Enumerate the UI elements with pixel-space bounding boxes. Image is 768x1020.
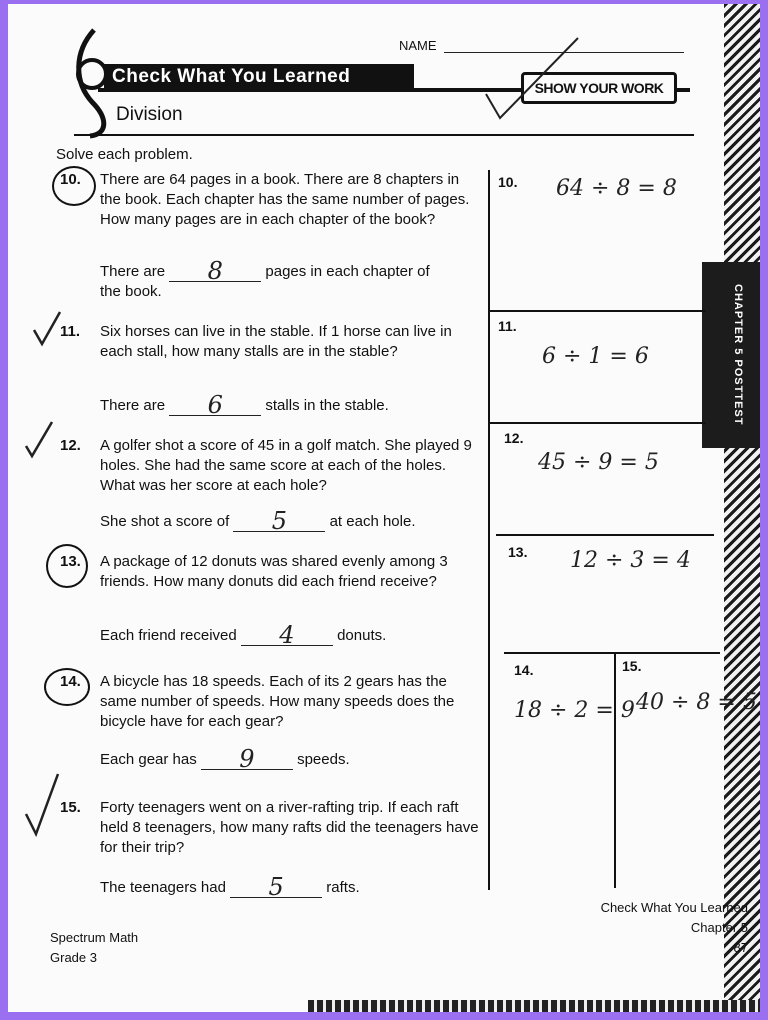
answer-suffix-line2: the book. [100,283,162,300]
answer-blank[interactable] [241,621,333,649]
work-box-15: 40 ÷ 8 = 5 [636,690,757,715]
problem-number: 13. [60,553,81,570]
answer-suffix: rafts. [326,879,360,896]
work-box-rule [504,652,720,654]
answer-suffix: stalls in the stable. [265,397,389,414]
answer-suffix: pages in each chapter of [265,263,430,280]
instructions: Solve each problem. [56,146,193,163]
work-box-13: 12 ÷ 3 = 4 [570,548,691,573]
bottom-edge-strip [308,1000,760,1012]
work-box-label: 14. [514,662,534,678]
problem-number: 15. [60,799,81,816]
work-box-rule [496,534,714,536]
answer-line [100,391,389,419]
handwritten-answer: 6 [207,391,223,419]
handwritten-answer: 8 [207,257,223,285]
problem-14 [60,672,480,772]
problem-text: A package of 12 donuts was shared evenly among 3 friends. How many donuts did each friend receive? [100,553,448,590]
answer-line [100,257,430,285]
check-mark-icon [30,310,66,350]
work-box-label: 10. [498,174,518,190]
answer-line [100,873,360,901]
problem-13 [60,552,480,652]
handwritten-answer: 9 [239,745,255,773]
name-label: NAME [399,38,437,53]
answer-line [100,745,350,773]
answer-suffix: speeds. [297,751,350,768]
problem-text: A golfer shot a score of 45 in a golf match. She played 9 holes. She had the same score at each of the holes. What was her score at each hole? [100,437,472,494]
subtitle-rule [74,134,694,136]
work-box-rule [488,422,706,424]
show-your-work-badge: SHOW YOUR WORK [521,72,677,104]
footer-grade: Grade 3 [50,950,97,965]
work-box-rule [488,310,706,312]
answer-blank[interactable] [169,257,261,285]
footer-publisher: Spectrum Math [50,930,139,945]
answer-blank[interactable] [233,507,325,535]
problem-11 [60,322,480,422]
work-box-label: 12. [504,430,524,446]
work-box-label: 15. [622,658,642,674]
circle-mark-icon [46,544,88,588]
check-mark-icon [22,770,62,840]
problem-10 [60,170,480,300]
answer-line [100,507,416,535]
handwritten-answer: 4 [279,621,295,649]
work-area-divider [488,170,490,890]
circle-mark-icon [52,166,96,206]
answer-suffix: donuts. [337,627,387,644]
problem-text: Six horses can live in the stable. If 1 horse can live in each stall, how many stalls are in the stable? [100,323,452,360]
problem-15 [60,798,480,908]
problem-text: A bicycle has 18 speeds. Each of its 2 gears has the same number of speeds. How many speeds does the bicycle have for each gear? [100,673,455,730]
answer-line [100,621,387,649]
footer-section: Check What You Learned [600,900,748,915]
answer-prefix: Each friend received [100,627,237,644]
page-number: 87 [733,940,748,955]
work-box-10: 64 ÷ 8 = 8 [556,176,677,201]
problem-number: 11. [60,323,81,340]
page-title: Check What You Learned [104,64,414,89]
page-edge-hatching [724,4,760,1012]
work-box-11: 6 ÷ 1 = 6 [542,344,649,369]
problem-number: 10. [60,171,81,188]
worksheet-page [8,4,760,1012]
problem-text: Forty teenagers went on a river-rafting trip. If each raft held 8 teenagers, how many rafts did the teenagers have for their trip? [100,799,479,856]
problem-text: There are 64 pages in a book. There are 8 chapters in the book. Each chapter has the same number of pages. How many pages are in each chapter of the book? [100,171,470,228]
answer-prefix: The teenagers had [100,879,226,896]
chapter-tab-label: CHAPTER 5 POSTTEST [732,284,744,426]
chapter-tab [702,262,760,448]
answer-blank[interactable] [169,391,261,419]
work-box-label: 13. [508,544,528,560]
section-subtitle: Division [116,104,183,125]
answer-blank[interactable] [201,745,293,773]
answer-blank[interactable] [230,873,322,901]
handwritten-answer: 5 [268,873,284,901]
answer-prefix: Each gear has [100,751,197,768]
check-mark-icon [22,420,58,460]
circle-mark-icon [44,668,90,706]
footer-chapter: Chapter 5 [690,920,748,935]
work-box-14: 18 ÷ 2 = 9 [514,698,635,723]
work-box-label: 11. [498,318,517,334]
work-box-divider [614,652,616,888]
answer-prefix: There are [100,397,166,414]
footer-left [50,928,138,968]
handwritten-answer: 5 [271,507,288,535]
work-box-12: 45 ÷ 9 = 5 [538,450,659,475]
answer-prefix: There are [100,263,166,280]
header-check-mark-icon [478,34,588,124]
problem-12 [60,436,480,536]
answer-prefix: She shot a score of [100,513,230,530]
footer-right [568,898,748,958]
problem-number: 12. [60,437,81,454]
answer-suffix: at each hole. [329,513,416,530]
problem-number: 14. [60,673,81,690]
